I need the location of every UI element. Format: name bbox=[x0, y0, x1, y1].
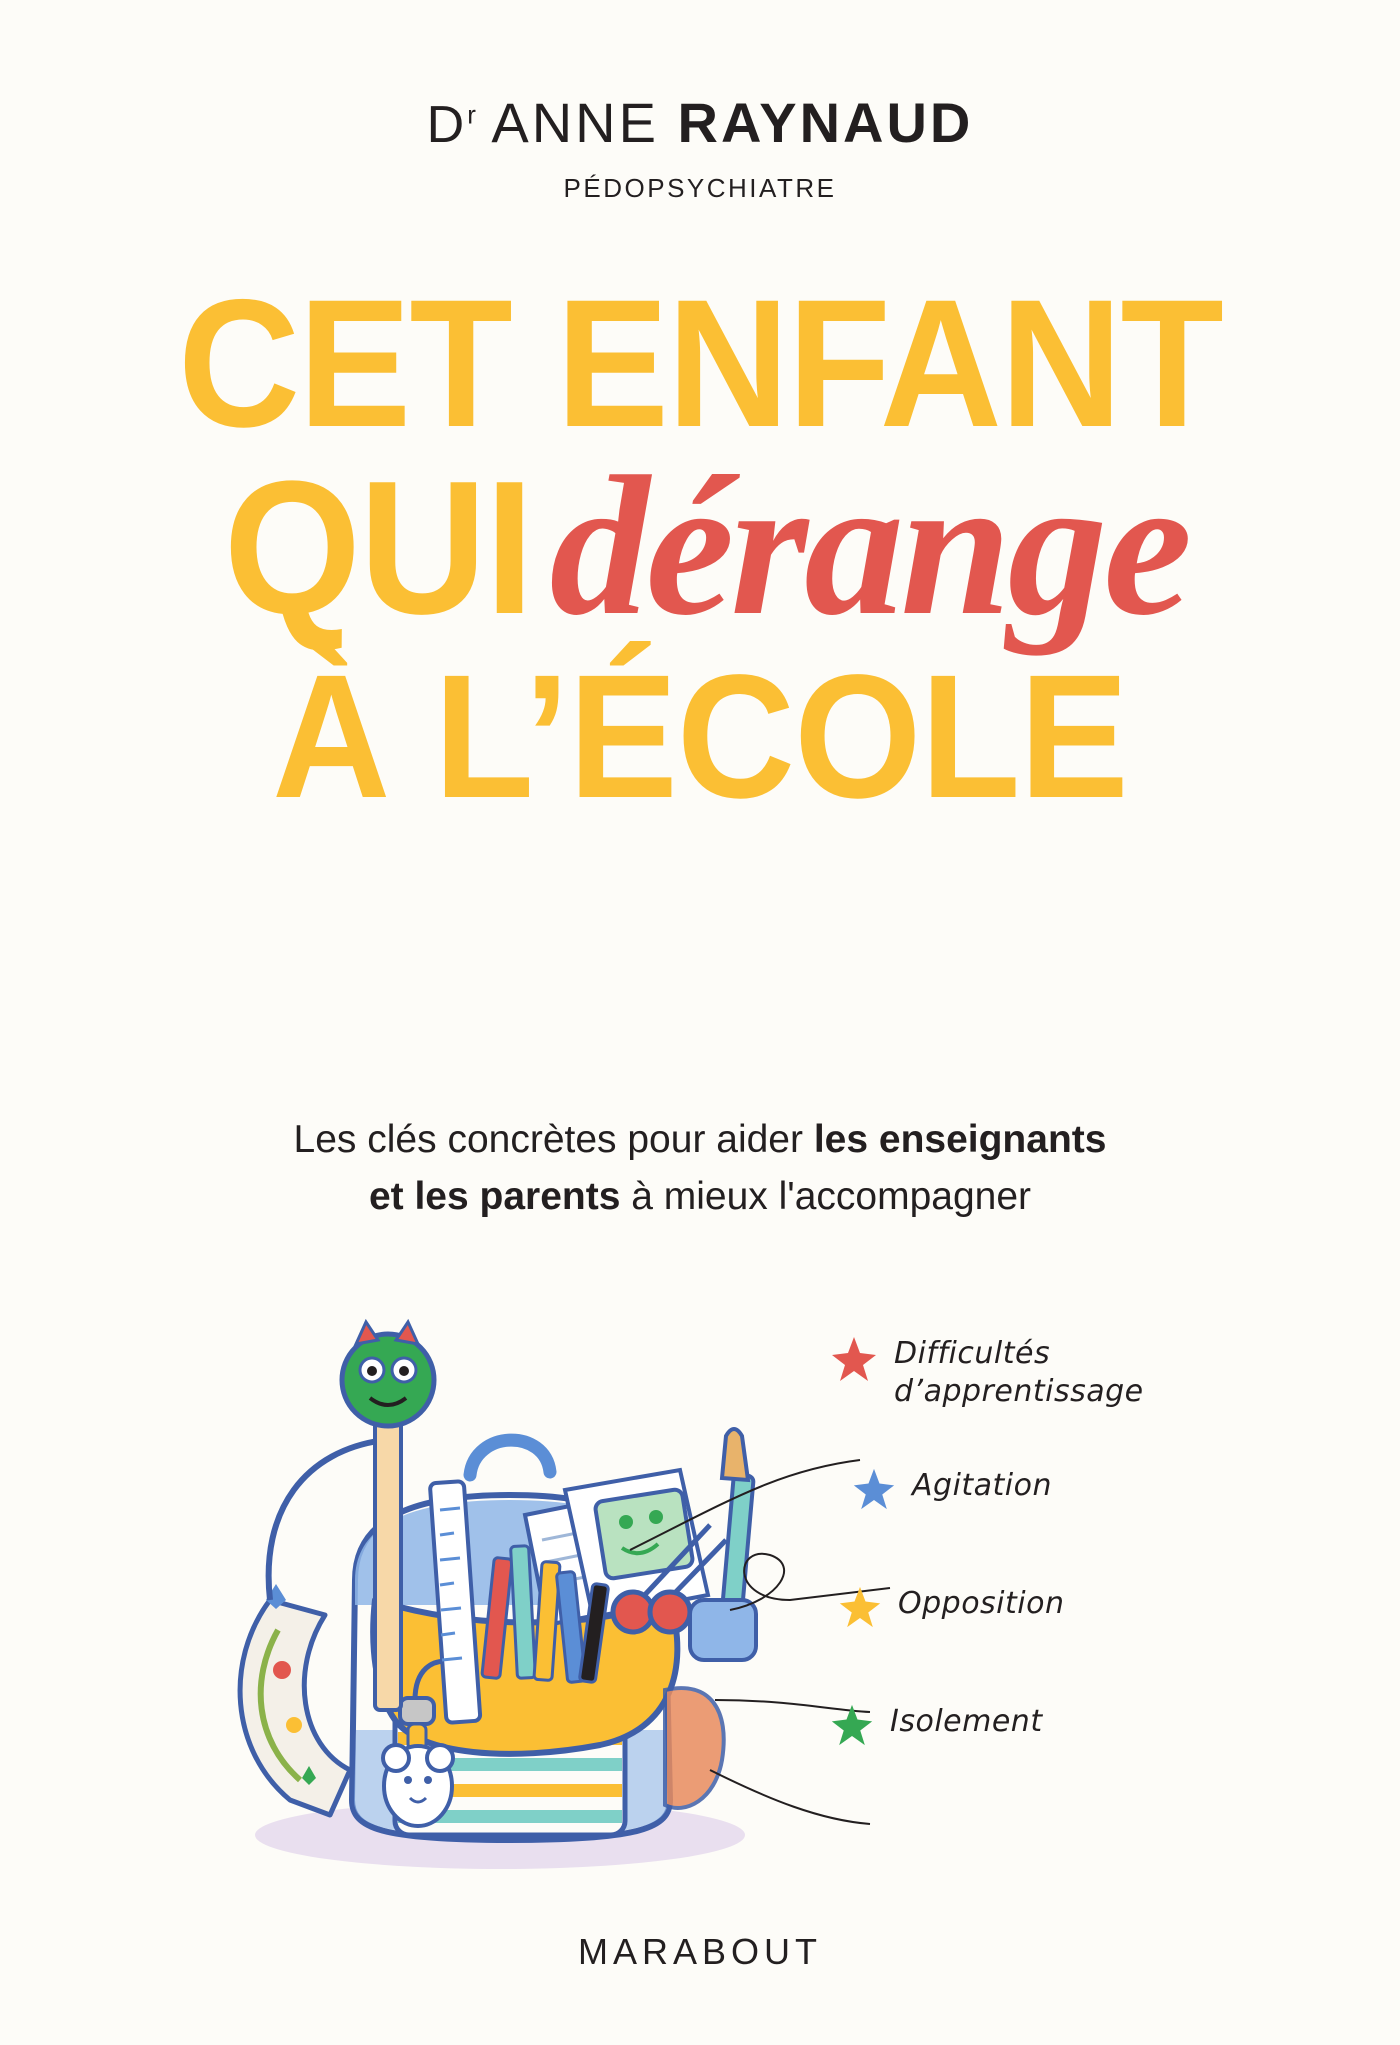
label-item-difficultes bbox=[830, 1335, 1144, 1410]
label-item-opposition bbox=[838, 1585, 1064, 1629]
publisher-name: MARABOUT bbox=[577, 1931, 822, 1972]
label-text-isolement: Isolement bbox=[890, 1704, 1043, 1739]
book-title bbox=[0, 261, 1400, 836]
author-block bbox=[0, 91, 1400, 204]
author-name bbox=[0, 91, 1400, 154]
book-subtitle bbox=[120, 1112, 1280, 1225]
label-item-agitation bbox=[852, 1467, 1052, 1511]
subtitle-part-1: Les clés concrètes pour aider bbox=[293, 1118, 814, 1161]
label-text-difficultes: Difficultés d’apprentissage bbox=[894, 1336, 1144, 1409]
star-icon bbox=[830, 1335, 878, 1383]
author-role: PÉDOPSYCHIATRE bbox=[563, 173, 837, 203]
author-last-name: RAYNAUD bbox=[677, 91, 974, 154]
star-icon bbox=[838, 1585, 882, 1629]
star-icon bbox=[852, 1467, 896, 1511]
title-line-2 bbox=[0, 436, 1400, 658]
subtitle-bold-2: et les parents bbox=[368, 1174, 621, 1218]
author-first-name: ANNE bbox=[491, 91, 659, 154]
star-icon bbox=[830, 1703, 874, 1747]
label-text-opposition: Opposition bbox=[898, 1586, 1065, 1621]
title-line-3: À L’ÉCOLE bbox=[272, 639, 1128, 836]
subtitle-bold-1: les enseignants bbox=[813, 1118, 1107, 1161]
subtitle-part-2: à mieux l'accompagner bbox=[620, 1174, 1032, 1218]
author-honorific: $D^r$ bbox=[426, 96, 476, 154]
title-line-1: CET ENFANT bbox=[177, 261, 1222, 465]
title-word-qui: QUI bbox=[223, 442, 532, 655]
label-text-agitation: Agitation bbox=[912, 1468, 1053, 1503]
title-word-derange: dérange bbox=[549, 436, 1189, 658]
label-item-isolement bbox=[830, 1703, 1043, 1747]
